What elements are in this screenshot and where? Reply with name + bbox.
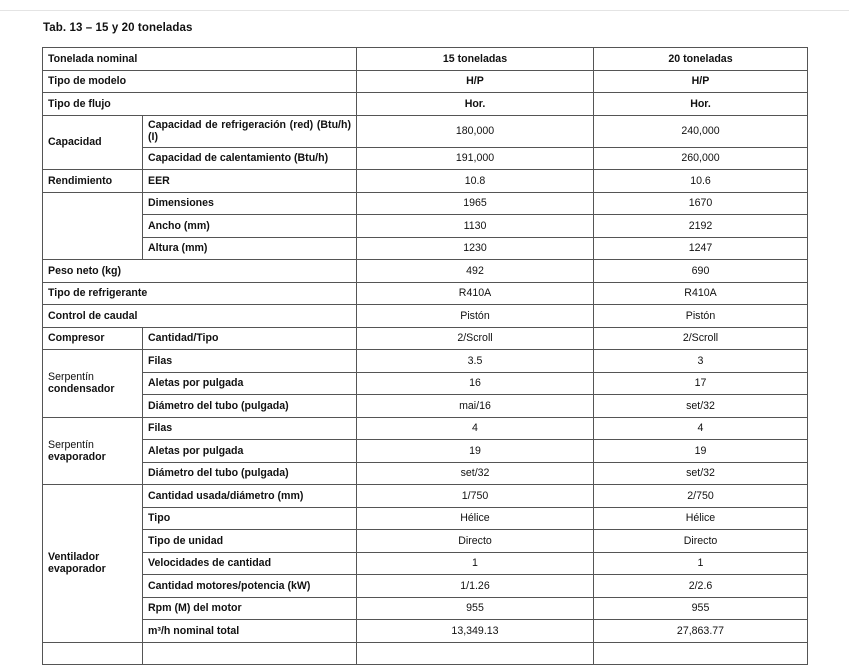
- cell-value: set/32: [357, 462, 594, 485]
- cell-value: 10.6: [594, 170, 808, 193]
- row-label: Filas: [143, 350, 357, 373]
- row-label: Altura (mm): [143, 237, 357, 260]
- cell-value: 2/Scroll: [594, 327, 808, 350]
- group-label: Rendimiento: [43, 170, 143, 193]
- cell-value: 955: [357, 597, 594, 620]
- spec-table: [42, 47, 808, 665]
- row-label: Diámetro del tubo (pulgada): [143, 395, 357, 418]
- cell-value: R410A: [594, 282, 808, 305]
- cell-value: 1965: [357, 192, 594, 215]
- cell-value: 1: [594, 552, 808, 575]
- group-blank: [43, 192, 143, 260]
- cell-value: R410A: [357, 282, 594, 305]
- group-label: Capacidad: [43, 115, 143, 170]
- table-row: [43, 215, 808, 238]
- table-row: [43, 462, 808, 485]
- table-row: [43, 237, 808, 260]
- column-header-15: 15 toneladas: [357, 48, 594, 71]
- cell-value: 27,863.77: [594, 620, 808, 643]
- cell-value: Pistón: [594, 305, 808, 328]
- table-row: [43, 115, 808, 147]
- cell-value: 16: [357, 372, 594, 395]
- cell-value: Hor.: [594, 93, 808, 116]
- cell-value: 1130: [357, 215, 594, 238]
- cell-value: 240,000: [594, 115, 808, 147]
- row-label: Dimensiones: [143, 192, 357, 215]
- row-label: Velocidades de cantidad: [143, 552, 357, 575]
- row-label: Cantidad motores/potencia (kW): [143, 575, 357, 598]
- table-row: [43, 327, 808, 350]
- table-row: [43, 192, 808, 215]
- row-label: Tipo de refrigerante: [43, 282, 357, 305]
- row-label: Aletas por pulgada: [143, 372, 357, 395]
- cell-value: 690: [594, 260, 808, 283]
- table-row: [43, 597, 808, 620]
- row-label: Tipo: [143, 507, 357, 530]
- table-row: [43, 350, 808, 373]
- table-row: [43, 440, 808, 463]
- row-label: Control de caudal: [43, 305, 357, 328]
- cell-value: 13,349.13: [357, 620, 594, 643]
- table-row: [43, 282, 808, 305]
- cell-value: 3.5: [357, 350, 594, 373]
- table-row: [43, 395, 808, 418]
- row-label: Tipo de unidad: [143, 530, 357, 553]
- group-label: [43, 485, 143, 643]
- group-label-line1: Serpentín: [48, 371, 94, 384]
- cell-value: 17: [594, 372, 808, 395]
- cell-value: 10.8: [357, 170, 594, 193]
- table-row: [43, 575, 808, 598]
- table-row: [43, 417, 808, 440]
- row-label: Tonelada nominal: [43, 48, 357, 71]
- cell-value: 19: [357, 440, 594, 463]
- cell-value: 2/2.6: [594, 575, 808, 598]
- table-row: [43, 507, 808, 530]
- cell-value: 191,000: [357, 147, 594, 170]
- table-caption: Tab. 13 – 15 y 20 toneladas: [43, 22, 193, 34]
- row-label: Rpm (M) del motor: [143, 597, 357, 620]
- cell-value: 1/750: [357, 485, 594, 508]
- cell-value: 1: [357, 552, 594, 575]
- cell-value: 4: [594, 417, 808, 440]
- row-label: Capacidad de calentamiento (Btu/h): [143, 147, 357, 170]
- cell-value: 4: [357, 417, 594, 440]
- row-label: Peso neto (kg): [43, 260, 357, 283]
- row-label: Cantidad/Tipo: [143, 327, 357, 350]
- table-row: [43, 70, 808, 93]
- cell-value: Hélice: [594, 507, 808, 530]
- column-header-20: 20 toneladas: [594, 48, 808, 71]
- cell-value: Hélice: [357, 507, 594, 530]
- group-label: [43, 417, 143, 485]
- cell-value: 2192: [594, 215, 808, 238]
- cell-value: 492: [357, 260, 594, 283]
- table-row: [43, 93, 808, 116]
- group-label-line1: Serpentín: [48, 438, 94, 451]
- cell-value: H/P: [357, 70, 594, 93]
- group-label-line2: condensador: [48, 383, 115, 396]
- cell-value: 3: [594, 350, 808, 373]
- cell-value: 19: [594, 440, 808, 463]
- cell-value: Directo: [357, 530, 594, 553]
- row-label: Ancho (mm): [143, 215, 357, 238]
- cell-value: 1230: [357, 237, 594, 260]
- table-row: [43, 260, 808, 283]
- cell-value: 2/750: [594, 485, 808, 508]
- cell-value: H/P: [594, 70, 808, 93]
- cell-value: 180,000: [357, 115, 594, 147]
- cell-value: 1247: [594, 237, 808, 260]
- cell-value: Pistón: [357, 305, 594, 328]
- cell-value: 1/1.26: [357, 575, 594, 598]
- row-label: Filas: [143, 417, 357, 440]
- cell-value: Hor.: [357, 93, 594, 116]
- row-label: Capacidad de refrigeración (red) (Btu/h) (I): [143, 115, 357, 147]
- group-label-line2: evaporador: [48, 563, 106, 576]
- cell-value: 1670: [594, 192, 808, 215]
- cell-value: 955: [594, 597, 808, 620]
- row-label: Tipo de flujo: [43, 93, 357, 116]
- group-label: Compresor: [43, 327, 143, 350]
- table-row: [43, 530, 808, 553]
- group-label-line2: evaporador: [48, 450, 106, 463]
- row-label: Diámetro del tubo (pulgada): [143, 462, 357, 485]
- row-label: Tipo de modelo: [43, 70, 357, 93]
- row-label: m³/h nominal total: [143, 620, 357, 643]
- table-row: [43, 48, 808, 71]
- top-rule: [0, 10, 849, 11]
- table-row: [43, 305, 808, 328]
- cell-value: Directo: [594, 530, 808, 553]
- table-row: [43, 372, 808, 395]
- cell-value: mai/16: [357, 395, 594, 418]
- table-row: [43, 552, 808, 575]
- group-label-line1: Ventilador: [48, 551, 100, 564]
- row-label: EER: [143, 170, 357, 193]
- cell-value: set/32: [594, 462, 808, 485]
- row-label: Cantidad usada/diámetro (mm): [143, 485, 357, 508]
- row-label: Aletas por pulgada: [143, 440, 357, 463]
- cell-value: 2/Scroll: [357, 327, 594, 350]
- cell-value: set/32: [594, 395, 808, 418]
- table-row: [43, 170, 808, 193]
- table-row: [43, 620, 808, 643]
- table-row: [43, 147, 808, 170]
- cell-value: 260,000: [594, 147, 808, 170]
- group-label: [43, 350, 143, 418]
- table-row-cut: [43, 642, 808, 665]
- table-row: [43, 485, 808, 508]
